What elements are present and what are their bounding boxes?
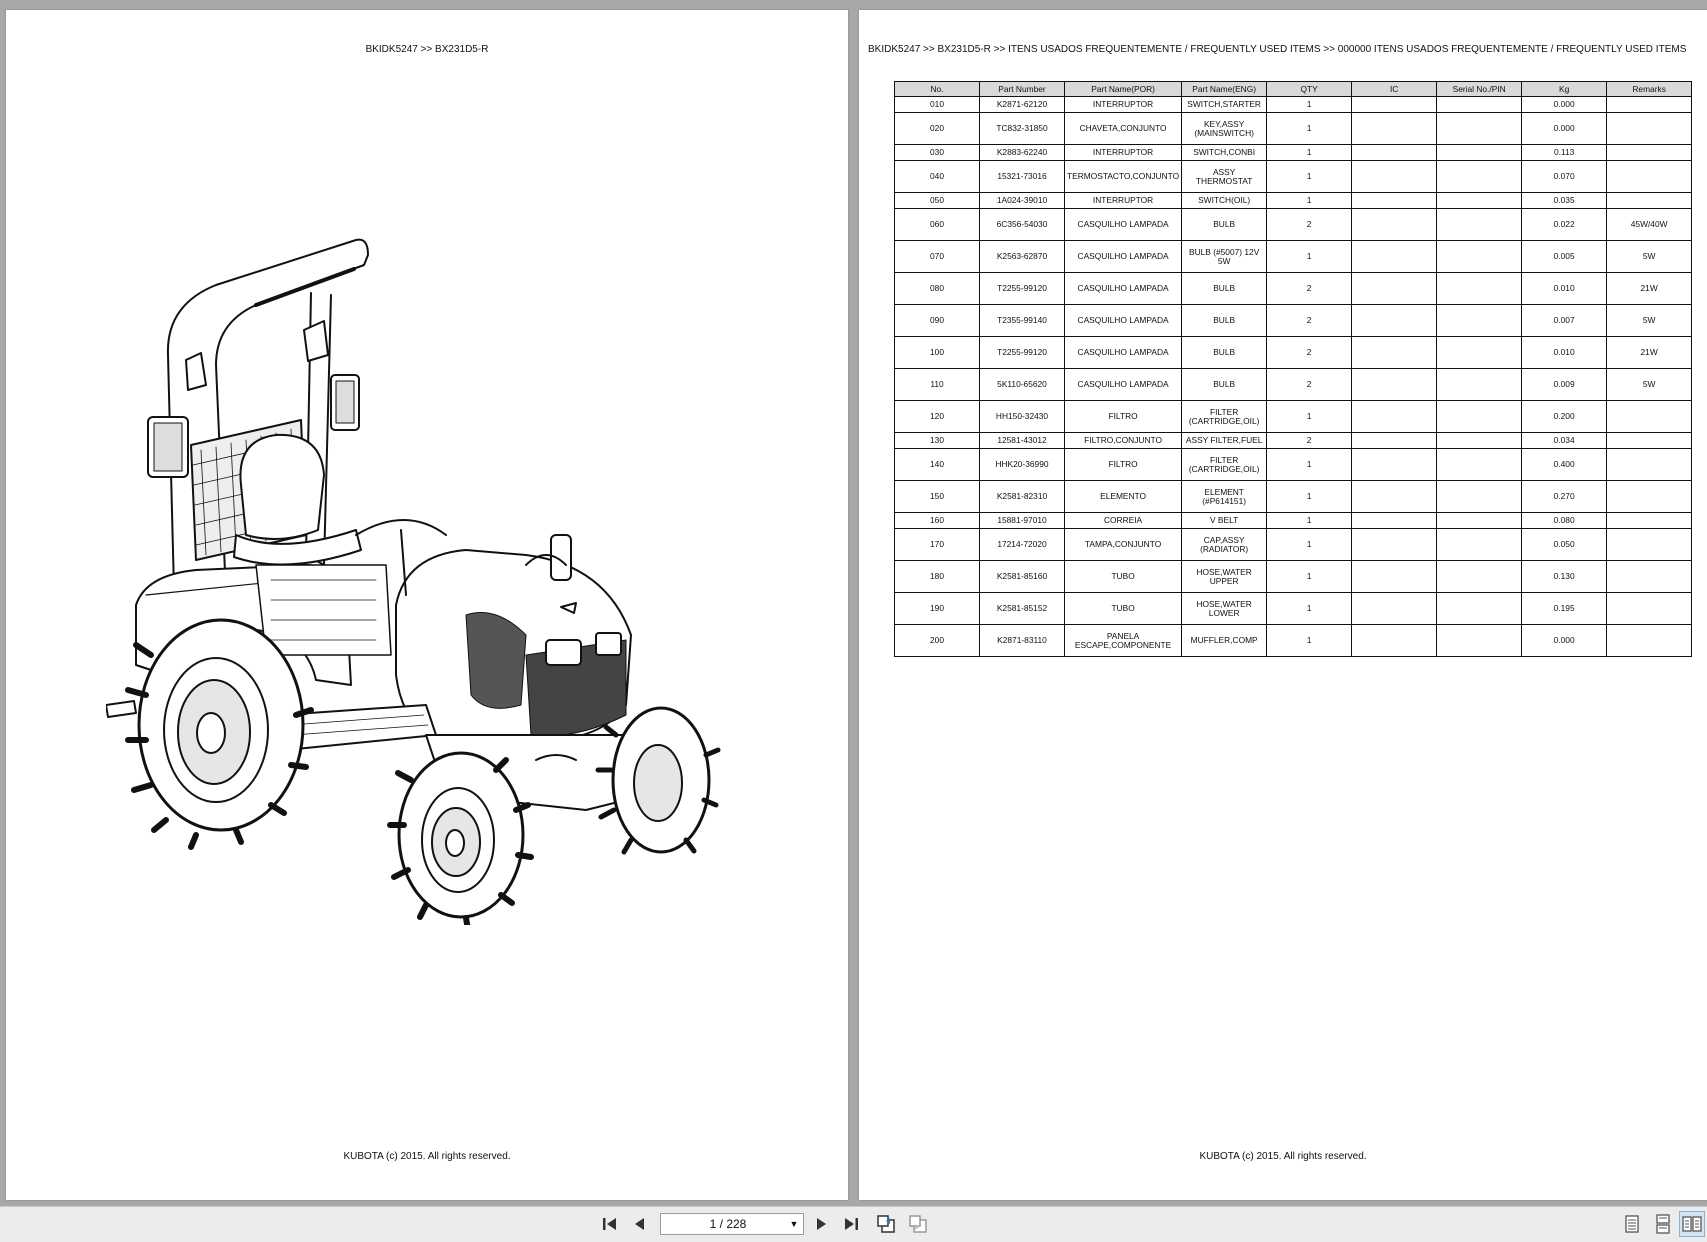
table-row [895, 401, 1692, 433]
cell-kg: 0.005 [1522, 241, 1607, 273]
cell-part-name-por: TERMOSTACTO,CONJUNTO [1065, 161, 1182, 193]
page-number-text: 1 / 228 [709, 1217, 747, 1231]
cell-part-name-eng: BULB [1182, 305, 1267, 337]
cell-no: 170 [895, 529, 980, 561]
table-row [895, 513, 1692, 529]
cell-part-number: HH150-32430 [980, 401, 1065, 433]
cell-remarks: 21W [1607, 273, 1692, 305]
table-row [895, 305, 1692, 337]
cell-no: 160 [895, 513, 980, 529]
cell-serial [1437, 513, 1522, 529]
cell-part-number: T2255-99120 [980, 273, 1065, 305]
cell-qty: 2 [1267, 369, 1352, 401]
cell-kg: 0.080 [1522, 513, 1607, 529]
cell-no: 010 [895, 97, 980, 113]
cell-ic [1352, 369, 1437, 401]
parts-table-body [895, 97, 1692, 657]
cell-part-number: HHK20-36990 [980, 449, 1065, 481]
column-header-ic: IC [1352, 82, 1437, 97]
cell-part-name-eng: FILTER (CARTRIDGE,OIL) [1182, 401, 1267, 433]
cell-remarks [1607, 529, 1692, 561]
cell-serial [1437, 97, 1522, 113]
cell-serial [1437, 273, 1522, 305]
cell-part-name-por: FILTRO [1065, 449, 1182, 481]
cell-serial [1437, 337, 1522, 369]
column-header-remarks: Remarks [1607, 82, 1692, 97]
cell-kg: 0.200 [1522, 401, 1607, 433]
table-row [895, 369, 1692, 401]
left-page-footer: KUBOTA (c) 2015. All rights reserved. [343, 1151, 511, 1162]
right-page-footer: KUBOTA (c) 2015. All rights reserved. [1199, 1151, 1367, 1162]
cell-ic [1352, 113, 1437, 145]
last-page-button[interactable] [838, 1211, 864, 1237]
cell-remarks [1607, 97, 1692, 113]
cell-remarks [1607, 593, 1692, 625]
first-page-button[interactable] [597, 1211, 623, 1237]
cell-qty: 2 [1267, 433, 1352, 449]
cell-part-name-por: CASQUILHO LAMPADA [1065, 209, 1182, 241]
left-page-header: BKIDK5247 >> BX231D5-R [365, 44, 489, 55]
cell-serial [1437, 401, 1522, 433]
cell-remarks [1607, 561, 1692, 593]
table-row [895, 449, 1692, 481]
cell-serial [1437, 593, 1522, 625]
cell-part-name-eng: V BELT [1182, 513, 1267, 529]
left-page [6, 10, 848, 1200]
cell-part-name-por: CASQUILHO LAMPADA [1065, 305, 1182, 337]
cell-part-name-eng: MUFFLER,COMP [1182, 625, 1267, 657]
next-page-icon [812, 1215, 830, 1233]
cell-qty: 1 [1267, 145, 1352, 161]
cell-part-name-por: INTERRUPTOR [1065, 193, 1182, 209]
cell-part-number: K2871-62120 [980, 97, 1065, 113]
cell-serial [1437, 369, 1522, 401]
cell-remarks [1607, 625, 1692, 657]
go-forward-button[interactable] [905, 1211, 931, 1237]
right-page-header: BKIDK5247 >> BX231D5-R >> ITENS USADOS FREQUENTEMENTE / FREQUENTLY USED ITEMS >> 000000 ITENS USADOS FREQUENTEMENTE / FREQUENTLY USED ITEMS [868, 44, 1687, 55]
cell-qty: 2 [1267, 337, 1352, 369]
table-row [895, 241, 1692, 273]
cell-part-number: 6C356-54030 [980, 209, 1065, 241]
cell-kg: 0.022 [1522, 209, 1607, 241]
cell-part-number: K2581-82310 [980, 481, 1065, 513]
cell-qty: 1 [1267, 401, 1352, 433]
cell-part-name-eng: SWITCH,STARTER [1182, 97, 1267, 113]
cell-part-name-por: FILTRO [1065, 401, 1182, 433]
cell-no: 100 [895, 337, 980, 369]
cell-part-name-eng: CAP,ASSY (RADIATOR) [1182, 529, 1267, 561]
table-row [895, 625, 1692, 657]
cell-kg: 0.035 [1522, 193, 1607, 209]
cell-part-name-por: CORREIA [1065, 513, 1182, 529]
cell-no: 110 [895, 369, 980, 401]
cell-serial [1437, 209, 1522, 241]
cell-serial [1437, 449, 1522, 481]
cell-kg: 0.000 [1522, 97, 1607, 113]
single-page-view-button[interactable] [1619, 1211, 1645, 1237]
cell-part-number: T2255-99120 [980, 337, 1065, 369]
cell-part-name-eng: FILTER (CARTRIDGE,OIL) [1182, 449, 1267, 481]
cell-part-name-eng: BULB [1182, 209, 1267, 241]
two-page-view-button[interactable] [1679, 1211, 1705, 1237]
table-header-row [895, 82, 1692, 97]
cell-qty: 1 [1267, 97, 1352, 113]
column-header-part-name-eng: Part Name(ENG) [1182, 82, 1267, 97]
cell-serial [1437, 113, 1522, 145]
cell-serial [1437, 625, 1522, 657]
cell-part-number: 17214-72020 [980, 529, 1065, 561]
cell-part-name-eng: BULB [1182, 337, 1267, 369]
cell-part-number: 1A024-39010 [980, 193, 1065, 209]
cell-part-number: 15321-73016 [980, 161, 1065, 193]
cell-no: 060 [895, 209, 980, 241]
cell-kg: 0.010 [1522, 273, 1607, 305]
cell-remarks [1607, 145, 1692, 161]
cell-ic [1352, 145, 1437, 161]
column-header-part-number: Part Number [980, 82, 1065, 97]
cell-no: 150 [895, 481, 980, 513]
tractor-illustration [106, 235, 766, 925]
cell-ic [1352, 209, 1437, 241]
cell-remarks: 21W [1607, 337, 1692, 369]
cell-qty: 1 [1267, 161, 1352, 193]
cell-no: 040 [895, 161, 980, 193]
single-page-view-icon [1623, 1214, 1641, 1234]
cell-remarks [1607, 433, 1692, 449]
column-header-qty: QTY [1267, 82, 1352, 97]
cell-qty: 1 [1267, 449, 1352, 481]
cell-no: 080 [895, 273, 980, 305]
cell-part-number: K2563-62870 [980, 241, 1065, 273]
cell-part-name-eng: BULB [1182, 369, 1267, 401]
cell-remarks [1607, 401, 1692, 433]
cell-ic [1352, 481, 1437, 513]
cell-qty: 1 [1267, 529, 1352, 561]
cell-part-name-eng: BULB (#5007) 12V 5W [1182, 241, 1267, 273]
column-header-serial: Serial No./PIN [1437, 82, 1522, 97]
cell-remarks [1607, 161, 1692, 193]
cell-no: 090 [895, 305, 980, 337]
table-row [895, 209, 1692, 241]
cell-ic [1352, 193, 1437, 209]
cell-serial [1437, 561, 1522, 593]
cell-part-name-eng: KEY,ASSY (MAINSWITCH) [1182, 113, 1267, 145]
cell-ic [1352, 161, 1437, 193]
cell-no: 200 [895, 625, 980, 657]
table-row [895, 561, 1692, 593]
cell-part-name-por: INTERRUPTOR [1065, 145, 1182, 161]
two-page-view-icon [1682, 1214, 1702, 1234]
cell-qty: 1 [1267, 193, 1352, 209]
cell-part-number: K2581-85152 [980, 593, 1065, 625]
cell-qty: 1 [1267, 625, 1352, 657]
cell-serial [1437, 193, 1522, 209]
table-row [895, 481, 1692, 513]
previous-page-icon [631, 1215, 649, 1233]
cell-part-name-por: CHAVETA,CONJUNTO [1065, 113, 1182, 145]
cell-serial [1437, 305, 1522, 337]
cell-part-name-eng: SWITCH(OIL) [1182, 193, 1267, 209]
cell-part-name-eng: SWITCH,CONBI [1182, 145, 1267, 161]
cell-part-name-por: TAMPA,CONJUNTO [1065, 529, 1182, 561]
table-row [895, 337, 1692, 369]
viewer-toolbar [0, 1206, 1707, 1242]
cell-no: 180 [895, 561, 980, 593]
cell-kg: 0.195 [1522, 593, 1607, 625]
column-header-kg: Kg [1522, 82, 1607, 97]
cell-kg: 0.113 [1522, 145, 1607, 161]
cell-remarks [1607, 513, 1692, 529]
next-page-button[interactable] [808, 1211, 834, 1237]
table-row [895, 113, 1692, 145]
cell-part-name-por: CASQUILHO LAMPADA [1065, 273, 1182, 305]
cell-qty: 2 [1267, 209, 1352, 241]
cell-part-number: T2355-99140 [980, 305, 1065, 337]
cell-remarks [1607, 449, 1692, 481]
parts-table [894, 81, 1692, 657]
cell-qty: 1 [1267, 481, 1352, 513]
cell-kg: 0.050 [1522, 529, 1607, 561]
go-back-button[interactable] [873, 1211, 899, 1237]
table-row [895, 529, 1692, 561]
cell-ic [1352, 337, 1437, 369]
cell-part-number: TC832-31850 [980, 113, 1065, 145]
table-row [895, 145, 1692, 161]
go-forward-icon [907, 1213, 929, 1235]
cell-no: 070 [895, 241, 980, 273]
right-page [859, 10, 1707, 1200]
cell-part-number: 5K110-65620 [980, 369, 1065, 401]
cell-no: 020 [895, 113, 980, 145]
cell-no: 050 [895, 193, 980, 209]
chevron-down-icon[interactable]: ▼ [789, 1219, 799, 1229]
cell-ic [1352, 625, 1437, 657]
cell-part-name-por: INTERRUPTOR [1065, 97, 1182, 113]
cell-serial [1437, 433, 1522, 449]
cell-ic [1352, 449, 1437, 481]
cell-part-number: K2871-83110 [980, 625, 1065, 657]
cell-ic [1352, 241, 1437, 273]
cell-no: 030 [895, 145, 980, 161]
table-row [895, 161, 1692, 193]
cell-kg: 0.007 [1522, 305, 1607, 337]
first-page-icon [601, 1215, 619, 1233]
previous-page-button[interactable] [627, 1211, 653, 1237]
cell-part-name-eng: HOSE,WATER LOWER [1182, 593, 1267, 625]
cell-no: 190 [895, 593, 980, 625]
cell-kg: 0.034 [1522, 433, 1607, 449]
cell-part-name-por: CASQUILHO LAMPADA [1065, 241, 1182, 273]
page-number-field[interactable] [660, 1213, 804, 1235]
cell-remarks: 45W/40W [1607, 209, 1692, 241]
cell-kg: 0.000 [1522, 113, 1607, 145]
cell-part-name-eng: ASSY FILTER,FUEL [1182, 433, 1267, 449]
cell-part-name-eng: HOSE,WATER UPPER [1182, 561, 1267, 593]
cell-no: 140 [895, 449, 980, 481]
cell-part-name-eng: BULB [1182, 273, 1267, 305]
cell-ic [1352, 561, 1437, 593]
cell-ic [1352, 273, 1437, 305]
cell-remarks: 5W [1607, 241, 1692, 273]
column-header-part-name-por: Part Name(POR) [1065, 82, 1182, 97]
cell-ic [1352, 401, 1437, 433]
last-page-icon [842, 1215, 860, 1233]
cell-qty: 2 [1267, 273, 1352, 305]
cell-qty: 1 [1267, 561, 1352, 593]
cell-kg: 0.009 [1522, 369, 1607, 401]
cell-qty: 1 [1267, 241, 1352, 273]
cell-part-name-por: ELEMENTO [1065, 481, 1182, 513]
table-row [895, 433, 1692, 449]
cell-remarks [1607, 481, 1692, 513]
cell-serial [1437, 145, 1522, 161]
cell-part-name-por: CASQUILHO LAMPADA [1065, 369, 1182, 401]
cell-no: 130 [895, 433, 980, 449]
cell-remarks [1607, 193, 1692, 209]
cell-serial [1437, 529, 1522, 561]
cell-part-name-por: CASQUILHO LAMPADA [1065, 337, 1182, 369]
cell-remarks: 5W [1607, 305, 1692, 337]
cell-kg: 0.070 [1522, 161, 1607, 193]
cell-ic [1352, 593, 1437, 625]
cell-qty: 1 [1267, 113, 1352, 145]
continuous-view-icon [1654, 1214, 1672, 1234]
cell-qty: 2 [1267, 305, 1352, 337]
continuous-view-button[interactable] [1650, 1211, 1676, 1237]
cell-remarks: 5W [1607, 369, 1692, 401]
cell-kg: 0.010 [1522, 337, 1607, 369]
cell-part-number: 12581-43012 [980, 433, 1065, 449]
cell-kg: 0.270 [1522, 481, 1607, 513]
cell-serial [1437, 481, 1522, 513]
cell-part-name-eng: ASSY THERMOSTAT [1182, 161, 1267, 193]
go-back-icon [875, 1213, 897, 1235]
cell-part-number: K2581-85160 [980, 561, 1065, 593]
table-row [895, 593, 1692, 625]
cell-kg: 0.000 [1522, 625, 1607, 657]
cell-ic [1352, 305, 1437, 337]
cell-part-number: K2883-62240 [980, 145, 1065, 161]
cell-ic [1352, 529, 1437, 561]
cell-kg: 0.130 [1522, 561, 1607, 593]
table-row [895, 273, 1692, 305]
cell-no: 120 [895, 401, 980, 433]
cell-part-name-por: PANELA ESCAPE,COMPONENTE [1065, 625, 1182, 657]
table-row [895, 193, 1692, 209]
cell-qty: 1 [1267, 513, 1352, 529]
cell-qty: 1 [1267, 593, 1352, 625]
column-header-no: No. [895, 82, 980, 97]
cell-kg: 0.400 [1522, 449, 1607, 481]
cell-part-number: 15881-97010 [980, 513, 1065, 529]
cell-ic [1352, 97, 1437, 113]
cell-part-name-por: FILTRO,CONJUNTO [1065, 433, 1182, 449]
cell-part-name-eng: ELEMENT (#P614151) [1182, 481, 1267, 513]
cell-serial [1437, 241, 1522, 273]
table-row [895, 97, 1692, 113]
cell-ic [1352, 433, 1437, 449]
cell-part-name-por: TUBO [1065, 561, 1182, 593]
cell-ic [1352, 513, 1437, 529]
cell-serial [1437, 161, 1522, 193]
cell-part-name-por: TUBO [1065, 593, 1182, 625]
cell-remarks [1607, 113, 1692, 145]
